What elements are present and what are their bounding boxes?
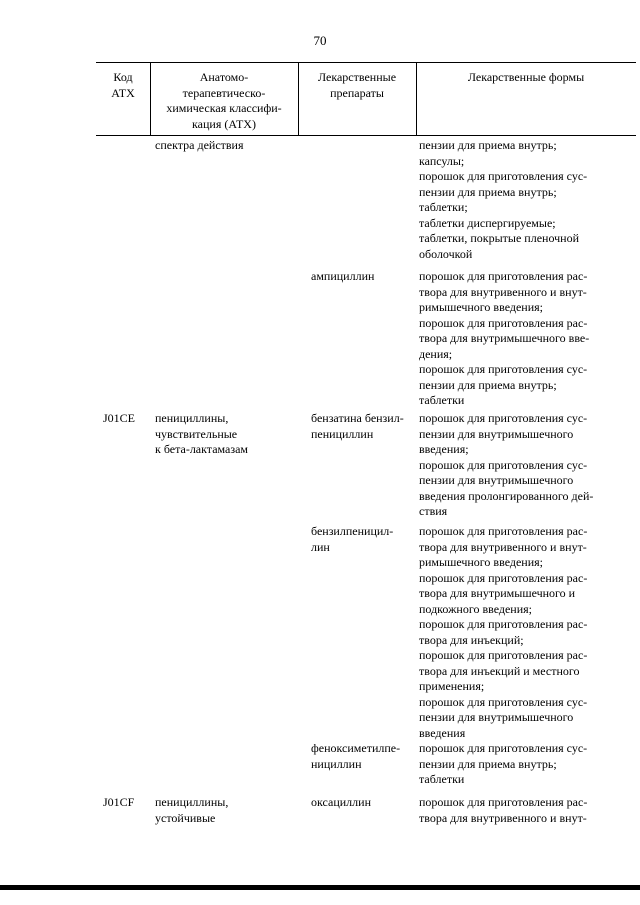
text-line: пензии для приема внутрь; [419, 756, 557, 771]
text-line: твора для внутримышечного вве- [419, 331, 590, 345]
text-line: к бета-лактамазам [155, 442, 249, 456]
text-line: пензии для внутримышечного [419, 710, 574, 724]
dosage-forms [419, 795, 637, 826]
text-line: оксациллин [311, 795, 371, 809]
atc-code [103, 795, 151, 811]
classification-name [155, 411, 300, 458]
text-line: лин [311, 539, 330, 554]
text-line: порошок для приготовления рас- [419, 315, 588, 330]
dosage-forms [419, 269, 637, 409]
bottom-rule [0, 885, 640, 890]
text-line: J01CF [103, 795, 135, 809]
header-classification: Анатомо- терапевтическо- химическая классифи- кация (АТХ) [166, 70, 282, 131]
header-code: Код АТХ [111, 70, 135, 100]
text-line: ствия [419, 504, 448, 518]
drug-name [311, 524, 416, 555]
text-line: порошок для приготовления сус- [419, 457, 588, 472]
text-line: таблетки [419, 393, 465, 407]
text-line: таблетки; [419, 200, 468, 214]
text-line: порошок для приготовления рас- [419, 617, 588, 631]
text-line: ампициллин [311, 269, 375, 283]
text-line: пензии для внутримышечного [419, 473, 574, 487]
text-line: римышечного введения; [419, 300, 543, 314]
text-line: капсулы; [419, 153, 465, 168]
header-forms: Лекарственные формы [467, 70, 585, 84]
classification-name [155, 795, 300, 826]
text-line: порошок для приготовления рас- [419, 648, 588, 662]
text-line: дения; [419, 346, 453, 361]
text-line: спектра действия [155, 138, 244, 152]
dosage-forms [419, 411, 637, 520]
text-line: твора для внутримышечного и [419, 586, 576, 600]
text-line: римышечного введения; [419, 555, 543, 569]
text-line: применения; [419, 679, 485, 693]
text-line: твора для инъекций и местного [419, 663, 580, 678]
text-line: пенициллины, [155, 411, 229, 425]
text-line: порошок для приготовления сус- [419, 741, 588, 755]
text-line: бензатина бензил- [311, 411, 404, 425]
text-line: устойчивые [155, 810, 216, 825]
text-line: твора для внутривенного и внут- [419, 539, 587, 554]
text-line: порошок для приготовления рас- [419, 795, 588, 809]
text-line: введения; [419, 442, 469, 456]
text-line: бензилпеницил- [311, 524, 394, 538]
text-line: пенициллины, [155, 795, 229, 809]
text-line: оболочкой [419, 246, 473, 261]
drug-name [311, 411, 416, 442]
text-line: нициллин [311, 756, 362, 771]
text-line: введения [419, 725, 466, 740]
text-line: J01CE [103, 411, 136, 425]
classification-name [155, 138, 300, 154]
text-line: пенициллин [311, 426, 374, 441]
page-number: 70 [313, 33, 327, 48]
text-line: порошок для приготовления рас- [419, 524, 588, 538]
drug-name [311, 269, 416, 285]
drug-name [311, 741, 416, 772]
text-line: таблетки, покрытые пленочной [419, 231, 580, 245]
text-line: введения пролонгированного дей- [419, 488, 594, 503]
text-line: пензии для приема внутрь; [419, 184, 557, 199]
text-line: пензии для приема внутрь; [419, 377, 557, 392]
text-line: порошок для приготовления сус- [419, 362, 588, 376]
text-line: порошок для приготовления сус- [419, 169, 588, 183]
text-line: твора для внутривенного и внут- [419, 810, 587, 825]
text-line: таблетки диспергируемые; [419, 215, 556, 230]
dosage-forms [419, 741, 637, 788]
atc-code [103, 411, 151, 427]
text-line: таблетки [419, 772, 465, 786]
header-drugs: Лекарственные препараты [317, 70, 397, 100]
text-line: порошок для приготовления рас- [419, 570, 588, 585]
text-line: пензии для внутримышечного [419, 426, 574, 441]
text-line: порошок для приготовления сус- [419, 694, 588, 709]
table-header [96, 62, 636, 136]
dosage-forms [419, 138, 637, 262]
text-line: твора для инъекций; [419, 632, 524, 647]
drug-name [311, 795, 416, 811]
text-line: порошок для приготовления сус- [419, 411, 588, 425]
text-line: твора для внутривенного и внут- [419, 284, 587, 299]
text-line: феноксиметилпе- [311, 741, 401, 755]
text-line: пензии для приема внутрь; [419, 138, 557, 152]
text-line: подкожного введения; [419, 601, 532, 616]
text-line: чувствительные [155, 426, 238, 441]
dosage-forms [419, 524, 637, 741]
text-line: порошок для приготовления рас- [419, 269, 588, 283]
